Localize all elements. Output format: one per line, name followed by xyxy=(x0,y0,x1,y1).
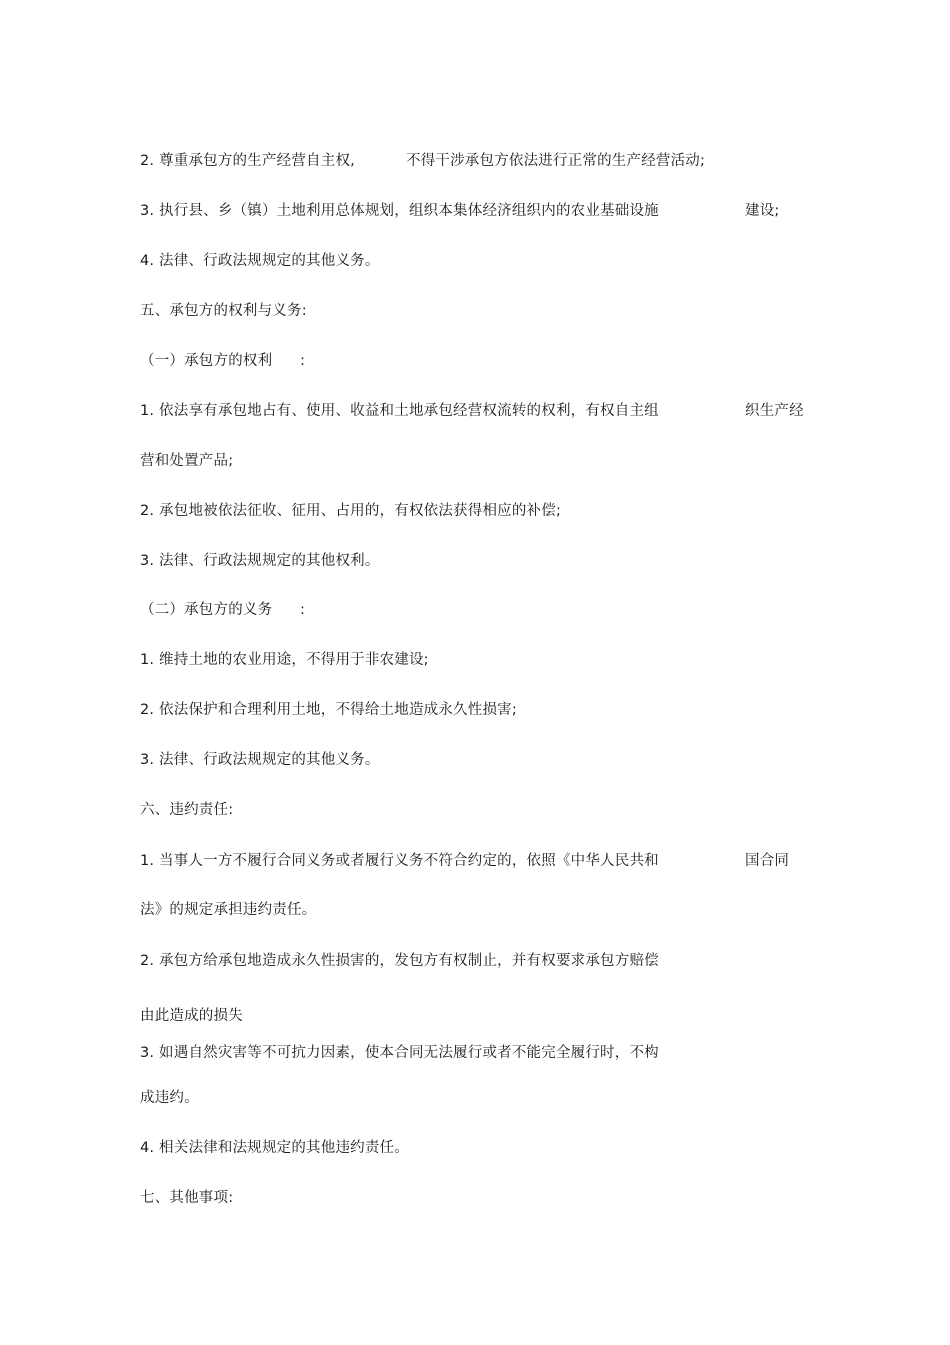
section-heading: 五、承包方的权利与义务: xyxy=(140,303,307,319)
text-line: 由此造成的损失 xyxy=(140,1008,243,1024)
text-line: 1. 当事人一方不履行合同义务或者履行义务不符合约定的，依照《中华人民共和 xyxy=(140,853,659,869)
text-line: 4. 法律、行政法规规定的其他义务。 xyxy=(140,253,380,269)
text-line: 国合同 xyxy=(745,853,790,869)
text-line: 营和处置产品; xyxy=(140,453,234,469)
text-line: 1. 依法享有承包地占有、使用、收益和土地承包经营权流转的权利，有权自主组 xyxy=(140,403,659,419)
text-line: 3. 如遇自然灾害等不可抗力因素，使本合同无法履行或者不能完全履行时，不构 xyxy=(140,1045,659,1061)
text-line: 2. 承包地被依法征收、征用、占用的，有权依法获得相应的补偿; xyxy=(140,503,562,519)
text-line: 3. 法律、行政法规规定的其他权利。 xyxy=(140,553,380,569)
text-line: 2. 承包方给承包地造成永久性损害的，发包方有权制止，并有权要求承包方赔偿 xyxy=(140,953,659,969)
text-line: 法》的规定承担违约责任。 xyxy=(140,902,317,918)
section-heading: 六、违约责任: xyxy=(140,802,234,818)
text-line: : xyxy=(300,602,306,618)
text-line: 织生产经 xyxy=(745,403,804,419)
text-line: 不得干涉承包方依法进行正常的生产经营活动; xyxy=(406,153,706,169)
subsection-heading: （二）承包方的义务 xyxy=(140,602,273,618)
section-heading: 七、其他事项: xyxy=(140,1190,234,1206)
text-line: 建设; xyxy=(745,203,780,219)
text-line: : xyxy=(300,353,306,369)
text-line: 成违约。 xyxy=(140,1090,199,1106)
text-line: 3. 法律、行政法规规定的其他义务。 xyxy=(140,752,380,768)
text-line: 4. 相关法律和法规规定的其他违约责任。 xyxy=(140,1140,409,1156)
text-line: 2. 依法保护和合理利用土地，不得给土地造成永久性损害; xyxy=(140,702,517,718)
text-line: 2. 尊重承包方的生产经营自主权, xyxy=(140,153,355,169)
subsection-heading: （一）承包方的权利 xyxy=(140,353,273,369)
text-line: 1. 维持土地的农业用途，不得用于非农建设; xyxy=(140,652,429,668)
text-line: 3. 执行县、乡（镇）土地利用总体规划，组织本集体经济组织内的农业基础设施 xyxy=(140,203,659,219)
